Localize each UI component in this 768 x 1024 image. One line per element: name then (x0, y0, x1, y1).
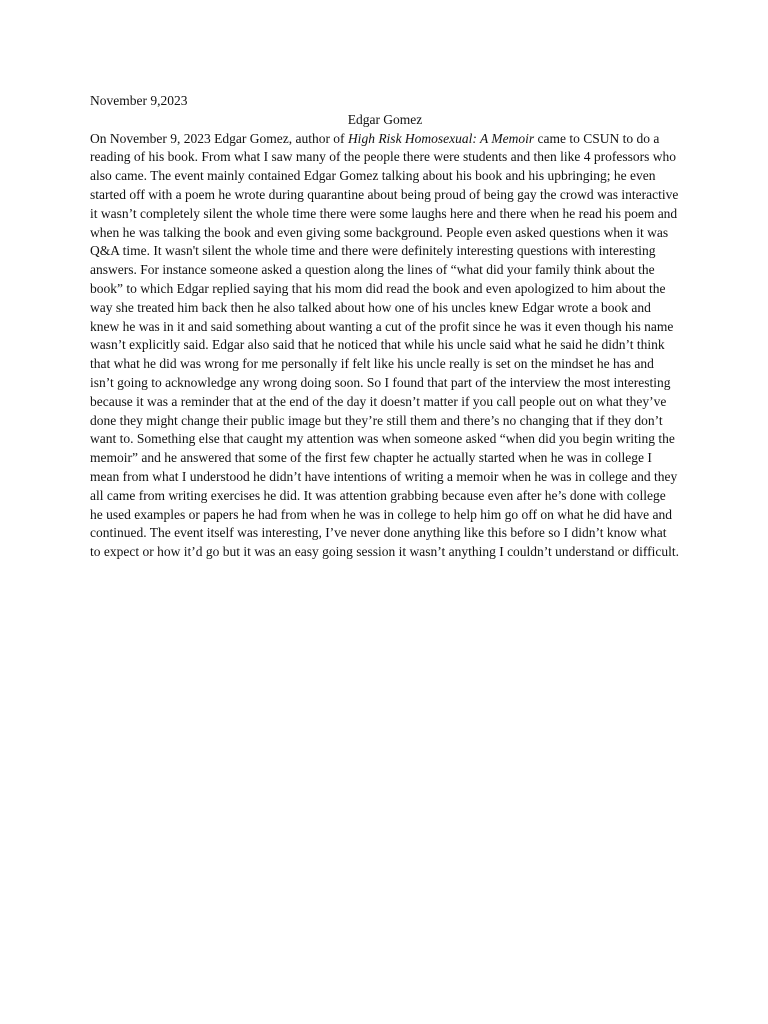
book-title: High Risk Homosexual: A Memoir (347, 130, 535, 146)
document-title: Edgar Gomez (347, 111, 423, 127)
document-date: November 9,2023 (90, 93, 188, 108)
paragraph-rest: came to CSUN to do a reading of his book. From what I saw many of the people there were students and then like 4 professors who also came. The event mainly contained Edgar Gomez talking about his book and his upbringing; he even started off with a poem he wrote during quarantine about being proud of being gay the crowd was interactive it wasn’t completely silent the whole time there were some laughs here and there when he read his poem and when he was talking the book and even giving some background. People even asked questions when it was Q&A time. It wasn't silent the whole time and there were definitely interesting questions with interesting answers. For instance someone asked a question along the lines of “what did your family think about the book” to which Edgar replied saying that his mom did read the book and even apologized to him about the way she treated him back then he also talked about how one of his uncles knew Edgar wrote a book and knew he was in it and said something about wanting a cut of the profit since he was it even though his name wasn’t explicitly said. Edgar also said that he noticed that while his uncle said what he said he didn’t think that what he did was wrong for me personally if felt like his uncle really is set on the mindset he has and isn’t going to acknowledge any wrong doing soon. So I found that part of the interview the most interesting because it was a reminder that at the end of the day it doesn’t matter if you call people out on what they’ve done they might change their public image but they’re still them and there’s no changing that if they don’t want to. Something else that caught my attention was when someone asked “when did you begin writing the memoir” and he answered that some of the first few chapter he actually started when he was in college I mean from what I understood he didn’t have intentions of writing a memoir when he was in college and they all came from writing exercises he did. It was attention grabbing because even after he’s done with college he used examples or papers he had from when he was in college to help him go off on what he did have and continued. The event itself was interesting, I’ve never done anything like this before so I didn’t know what to expect or how it’d go but it was an easy going session it wasn’t anything I couldn’t understand or difficult. (90, 130, 680, 560)
document-page (90, 92, 680, 562)
body-paragraph (90, 130, 680, 562)
paragraph-lead: On November 9, 2023 Edgar Gomez, author of (90, 130, 348, 146)
